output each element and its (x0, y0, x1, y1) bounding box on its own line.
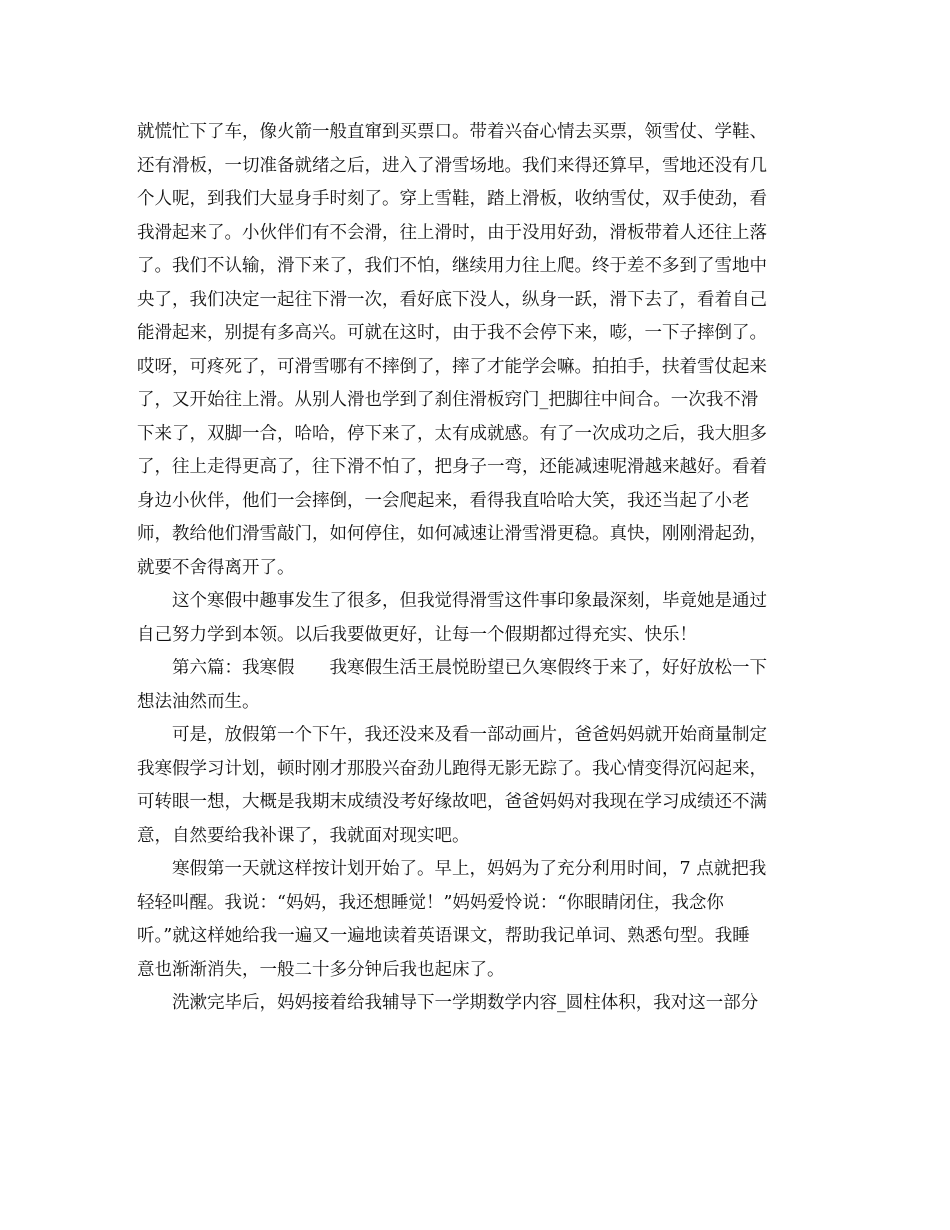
text-line: 就慌忙下了车，像火箭一般直窜到买票口。带着兴奋心情去买票，领雪仗、学鞋、 (137, 122, 767, 142)
text-line: 意也渐渐消失，一般二十多分钟后我也起床了。 (137, 959, 505, 980)
text-line: 师，教给他们滑雪敲门，如何停住，如何减速让滑雪滑更稳。真快，刚刚滑起劲， (137, 524, 767, 544)
text-line: 意，自然要给我补课了，我就面对现实吧。 (137, 825, 470, 846)
text-line: 想法油然而生。 (137, 691, 260, 712)
text-line: 还有滑板，一切准备就绪之后，进入了滑雪场地。我们来得还算早，雪地还没有几 (137, 155, 767, 176)
text-line: 哎呀，可疼死了，可滑雪哪有不摔倒了，摔了才能学会嘛。拍拍手，扶着雪仗起来 (137, 356, 767, 377)
text-line: 就要不舍得离开了。 (137, 557, 295, 578)
paragraph-line: 这个寒假中趣事发生了很多，但我觉得滑雪这件事印象最深刻，毕竟她是通过 (137, 591, 767, 611)
text-line: 轻轻叫醒。我说：“妈妈，我还想睡觉！”妈妈爱怜说：“你眼睛闭住，我念你 (137, 892, 724, 913)
document-body (137, 116, 817, 1021)
paragraph-line: 洗漱完毕后，妈妈接着给我辅导下一学期数学内容_圆柱体积，我对这一部分 (137, 993, 759, 1013)
section-heading-line: 第六篇：我寒假 我寒假生活王晨悦盼望已久寒假终于来了，好好放松一下 (137, 658, 767, 678)
paragraph-line: 寒假第一天就这样按计划开始了。早上，妈妈为了充分利用时间，7 点就把我 (137, 859, 767, 879)
text-line: 了。我们不认输，滑下来了，我们不怕，继续用力往上爬。终于差不多到了雪地中 (137, 256, 767, 276)
text-line: 了，又开始往上滑。从别人滑也学到了刹住滑板窍门_把脚往中间合。一次我不滑 (137, 390, 759, 410)
paragraph-line: 可是，放假第一个下午，我还没来及看一部动画片，爸爸妈妈就开始商量制定 (137, 725, 767, 745)
text-line: 可转眼一想，大概是我期末成绩没考好缘故吧，爸爸妈妈对我现在学习成绩还不满 (137, 792, 767, 812)
text-line: 个人呢，到我们大显身手时刻了。穿上雪鞋，踏上滑板，收纳雪仗，双手使劲，看 (137, 189, 767, 209)
text-line: 听。”就这样她给我一遍又一遍地读着英语课文，帮助我记单词、熟悉句型。我睡 (137, 926, 750, 946)
text-line: 下来了，双脚一合，哈哈，停下来了，太有成就感。有了一次成功之后，我大胆多 (137, 423, 767, 444)
text-line: 我寒假学习计划，顿时刚才那股兴奋劲儿跑得无影无踪了。我心情变得沉闷起来， (137, 758, 767, 779)
text-line: 身边小伙伴，他们一会摔倒，一会爬起来，看得我直哈哈大笑，我还当起了小老 (137, 490, 750, 511)
text-line: 能滑起来，别提有多高兴。可就在这时，由于我不会停下来，嘭，一下子摔倒了。 (137, 323, 767, 343)
text-line: 了，往上走得更高了，往下滑不怕了，把身子一弯，还能减速呢滑越来越好。看着 (137, 457, 767, 477)
text-line: 央了，我们决定一起往下滑一次，看好底下没人，纵身一跃，滑下去了，看着自己 (137, 289, 767, 310)
text-line: 我滑起来了。小伙伴们有不会滑，往上滑时，由于没用好劲，滑板带着人还往上落 (137, 222, 767, 243)
text-line: 自己努力学到本领。以后我要做更好，让每一个假期都过得充实、快乐！ (137, 624, 697, 645)
